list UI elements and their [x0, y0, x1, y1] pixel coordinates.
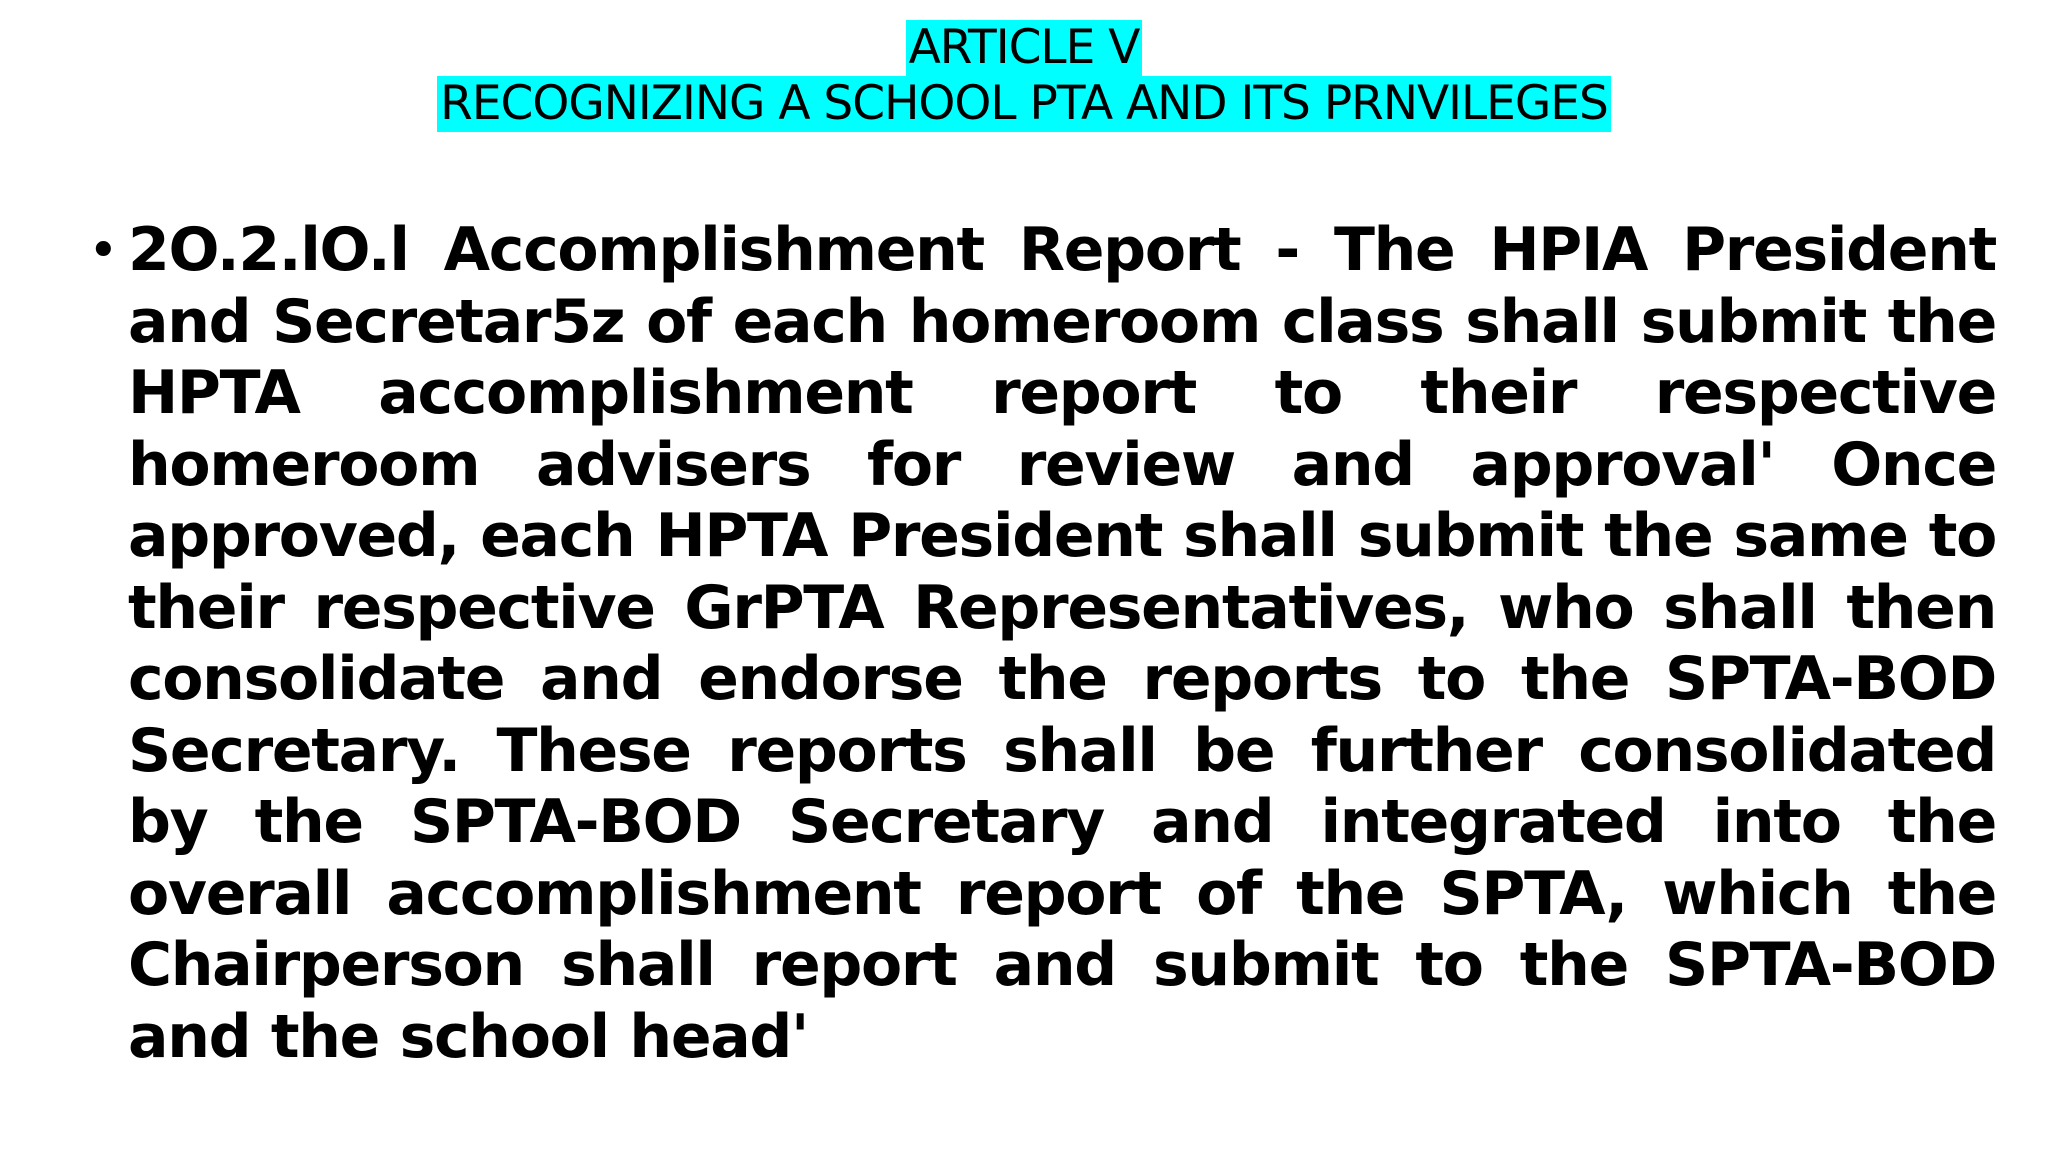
slide-body — [88, 215, 2000, 1073]
slide-title — [0, 20, 2048, 132]
title-article-number: ARTICLE V — [906, 20, 1143, 76]
bullet-text: 2O.2.lO.l Accomplishment Report - The HPIA President and Secretar5z of each homeroom class shall submit the HPTA accomplishment report to their respective homeroom advisers for review and approval' Once approved, each HPTA President shall submit the same to their respective GrPTA Representatives, who shall then consolidate and endorse the reports to the SPTA-BOD Secretary. These reports shall be further consolidated by the SPTA-BOD Secretary and integrated into the overall accomplishment report of the SPTA, which the Chairperson shall report and submit to the SPTA-BOD and the school head' — [128, 215, 1996, 1072]
bullet-item — [88, 215, 2000, 1073]
bullet-icon: • — [88, 221, 119, 281]
title-article-heading: RECOGNIZING A SCHOOL PTA AND ITS PRNVILEGES — [437, 76, 1611, 132]
